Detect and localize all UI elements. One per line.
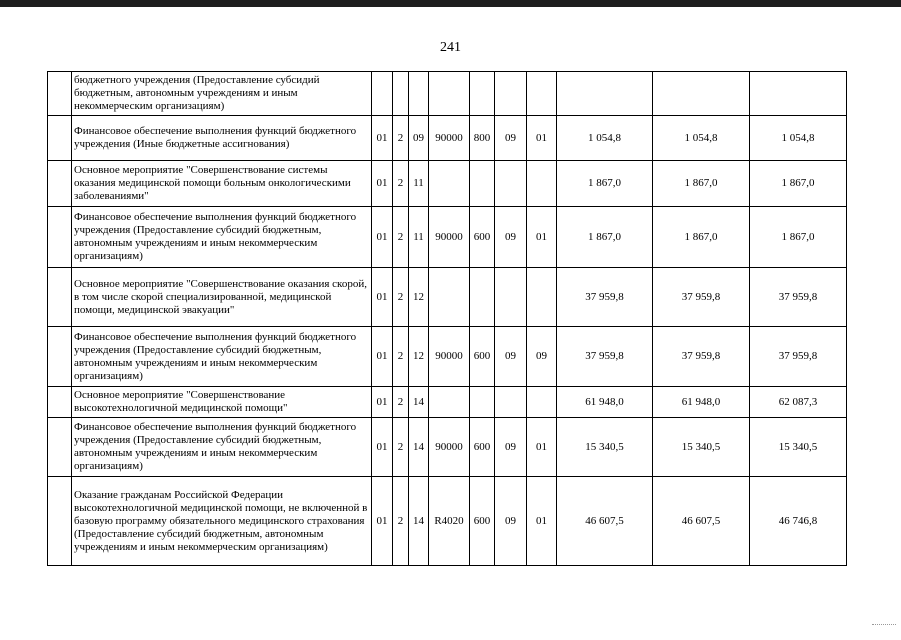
amount-year-2-cell: 37 959,8 <box>653 268 750 327</box>
main-activity-code-cell: 12 <box>409 327 429 387</box>
amount-year-2-cell: 61 948,0 <box>653 387 750 418</box>
direction-code-cell: 90000 <box>429 116 470 161</box>
amount-year-2-cell: 1 054,8 <box>653 116 750 161</box>
item-name-cell: бюджетного учреждения (Предоставление субсидий бюджетным, автономным учреждениям и иным некоммерческим организациям) <box>72 72 372 116</box>
expense-type-cell <box>470 72 495 116</box>
amount-year-1-cell: 61 948,0 <box>557 387 653 418</box>
amount-year-3-cell: 62 087,3 <box>750 387 847 418</box>
subprogram-code-cell: 2 <box>393 477 409 566</box>
blank-cell <box>48 116 72 161</box>
amount-year-1-cell: 1 867,0 <box>557 207 653 268</box>
main-activity-code-cell: 11 <box>409 207 429 268</box>
section-code-cell: 09 <box>495 477 527 566</box>
amount-year-1-cell: 37 959,8 <box>557 268 653 327</box>
program-code-cell: 01 <box>372 418 393 477</box>
amount-year-1-cell: 37 959,8 <box>557 327 653 387</box>
blank-cell <box>48 161 72 207</box>
section-code-cell: 09 <box>495 207 527 268</box>
amount-year-3-cell: 1 054,8 <box>750 116 847 161</box>
section-code-cell <box>495 268 527 327</box>
blank-cell <box>48 418 72 477</box>
subsection-code-cell: 01 <box>527 116 557 161</box>
blank-cell <box>48 72 72 116</box>
program-code-cell: 01 <box>372 268 393 327</box>
program-code-cell: 01 <box>372 387 393 418</box>
subsection-code-cell: 01 <box>527 418 557 477</box>
expense-type-cell <box>470 161 495 207</box>
table-row <box>48 477 847 566</box>
table-row <box>48 268 847 327</box>
amount-year-2-cell: 15 340,5 <box>653 418 750 477</box>
amount-year-1-cell: 1 054,8 <box>557 116 653 161</box>
item-name-cell: Финансовое обеспечение выполнения функций бюджетного учреждения (Предоставление субсидий бюджетным, автономным учреждениям и иным некоммерческим организациям) <box>72 418 372 477</box>
section-code-cell: 09 <box>495 116 527 161</box>
section-code-cell <box>495 161 527 207</box>
subprogram-code-cell: 2 <box>393 327 409 387</box>
expense-type-cell: 600 <box>470 327 495 387</box>
direction-code-cell <box>429 161 470 207</box>
item-name-cell: Оказание гражданам Российской Федерации высокотехнологичной медицинской помощи, не включенной в базовую программу обязательного медицинского страхования (Предоставление субсидий бюджетным, автономным учреждениям и иным некоммерческим организациям) <box>72 477 372 566</box>
direction-code-cell <box>429 72 470 116</box>
section-code-cell <box>495 387 527 418</box>
page-number: 241 <box>440 40 461 55</box>
subprogram-code-cell: 2 <box>393 207 409 268</box>
table-row <box>48 207 847 268</box>
table-row <box>48 418 847 477</box>
amount-year-3-cell: 15 340,5 <box>750 418 847 477</box>
item-name-cell: Финансовое обеспечение выполнения функций бюджетного учреждения (Предоставление субсидий бюджетным, автономным учреждениям и иным некоммерческим организациям) <box>72 207 372 268</box>
item-name-cell: Основное мероприятие "Совершенствование высокотехнологичной медицинской помощи" <box>72 387 372 418</box>
section-code-cell: 09 <box>495 418 527 477</box>
expense-type-cell: 600 <box>470 418 495 477</box>
main-activity-code-cell: 14 <box>409 387 429 418</box>
amount-year-3-cell <box>750 72 847 116</box>
program-code-cell <box>372 72 393 116</box>
item-name-cell: Финансовое обеспечение выполнения функций бюджетного учреждения (Иные бюджетные ассигнования) <box>72 116 372 161</box>
item-name-cell: Основное мероприятие "Совершенствование оказания скорой, в том числе скорой специализированной, медицинской помощи, медицинской эвакуации" <box>72 268 372 327</box>
direction-code-cell <box>429 268 470 327</box>
subprogram-code-cell: 2 <box>393 387 409 418</box>
amount-year-1-cell: 46 607,5 <box>557 477 653 566</box>
amount-year-3-cell: 46 746,8 <box>750 477 847 566</box>
main-activity-code-cell: 11 <box>409 161 429 207</box>
amount-year-2-cell: 1 867,0 <box>653 161 750 207</box>
subprogram-code-cell: 2 <box>393 418 409 477</box>
amount-year-3-cell: 1 867,0 <box>750 207 847 268</box>
amount-year-2-cell: 37 959,8 <box>653 327 750 387</box>
direction-code-cell: 90000 <box>429 207 470 268</box>
expense-type-cell: 600 <box>470 477 495 566</box>
program-code-cell: 01 <box>372 161 393 207</box>
table-body <box>48 72 847 566</box>
table-row <box>48 327 847 387</box>
blank-cell <box>48 477 72 566</box>
amount-year-1-cell: 1 867,0 <box>557 161 653 207</box>
subsection-code-cell: 01 <box>527 477 557 566</box>
subsection-code-cell <box>527 268 557 327</box>
blank-cell <box>48 207 72 268</box>
main-activity-code-cell: 14 <box>409 418 429 477</box>
scan-artifact <box>872 624 896 628</box>
table-row <box>48 161 847 207</box>
amount-year-2-cell: 46 607,5 <box>653 477 750 566</box>
subsection-code-cell <box>527 387 557 418</box>
section-code-cell: 09 <box>495 327 527 387</box>
amount-year-3-cell: 37 959,8 <box>750 327 847 387</box>
subsection-code-cell <box>527 161 557 207</box>
table-row <box>48 72 847 116</box>
section-code-cell <box>495 72 527 116</box>
direction-code-cell: 90000 <box>429 327 470 387</box>
expense-type-cell <box>470 268 495 327</box>
budget-allocation-table <box>47 71 847 566</box>
blank-cell <box>48 327 72 387</box>
program-code-cell: 01 <box>372 116 393 161</box>
item-name-cell: Финансовое обеспечение выполнения функций бюджетного учреждения (Предоставление субсидий бюджетным, автономным учреждениям и иным некоммерческим организациям) <box>72 327 372 387</box>
amount-year-2-cell <box>653 72 750 116</box>
scan-top-edge <box>0 0 901 7</box>
amount-year-2-cell: 1 867,0 <box>653 207 750 268</box>
main-activity-code-cell <box>409 72 429 116</box>
amount-year-3-cell: 1 867,0 <box>750 161 847 207</box>
program-code-cell: 01 <box>372 207 393 268</box>
direction-code-cell: 90000 <box>429 418 470 477</box>
expense-type-cell: 600 <box>470 207 495 268</box>
program-code-cell: 01 <box>372 327 393 387</box>
direction-code-cell: R4020 <box>429 477 470 566</box>
blank-cell <box>48 387 72 418</box>
subsection-code-cell: 09 <box>527 327 557 387</box>
subsection-code-cell <box>527 72 557 116</box>
subprogram-code-cell <box>393 72 409 116</box>
item-name-cell: Основное мероприятие "Совершенствование системы оказания медицинской помощи больным онкологическими заболеваниями" <box>72 161 372 207</box>
program-code-cell: 01 <box>372 477 393 566</box>
main-activity-code-cell: 09 <box>409 116 429 161</box>
expense-type-cell: 800 <box>470 116 495 161</box>
main-activity-code-cell: 14 <box>409 477 429 566</box>
blank-cell <box>48 268 72 327</box>
subprogram-code-cell: 2 <box>393 161 409 207</box>
subsection-code-cell: 01 <box>527 207 557 268</box>
table-row <box>48 116 847 161</box>
main-activity-code-cell: 12 <box>409 268 429 327</box>
amount-year-3-cell: 37 959,8 <box>750 268 847 327</box>
direction-code-cell <box>429 387 470 418</box>
expense-type-cell <box>470 387 495 418</box>
subprogram-code-cell: 2 <box>393 116 409 161</box>
amount-year-1-cell <box>557 72 653 116</box>
subprogram-code-cell: 2 <box>393 268 409 327</box>
amount-year-1-cell: 15 340,5 <box>557 418 653 477</box>
table-row <box>48 387 847 418</box>
